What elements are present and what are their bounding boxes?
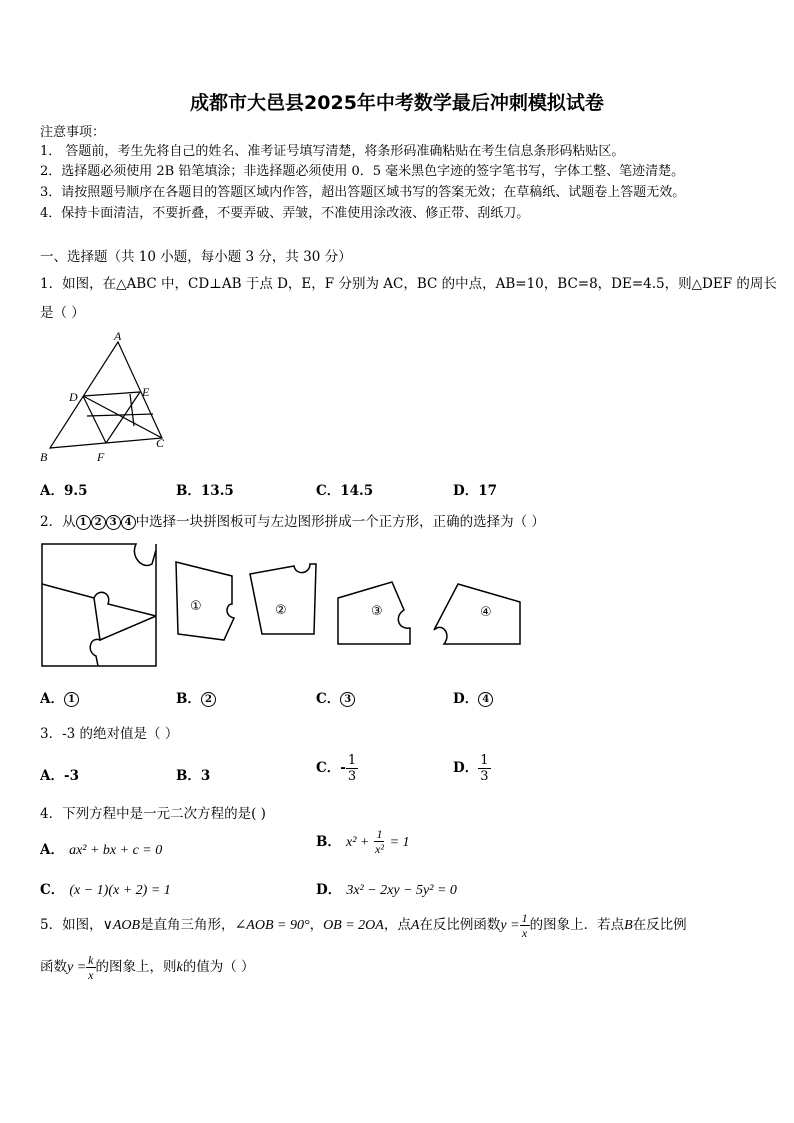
circle-number: 1 — [76, 515, 91, 530]
label-c: C — [156, 436, 165, 450]
label-d: D — [69, 390, 78, 404]
q4-option-b[interactable]: B． x² + $\frac{1}{\text{x²}}$ = 1 — [316, 827, 410, 856]
label-f: F — [97, 450, 105, 464]
label-b: B — [40, 450, 48, 464]
label-e: E — [142, 385, 150, 399]
q3-option-d[interactable]: D． $\frac{1}{3}$ — [453, 753, 489, 784]
question-4-stem: 4．下列方程中是一元二次方程的是( ) — [40, 806, 266, 822]
piece-label-2: ② — [275, 603, 287, 618]
q3-option-c[interactable]: C．- $\frac{1}{3}$ — [316, 753, 357, 784]
question-5-stem: 5．如图，∨AOB是直角三角形，∠AOB = 90°，OB = 2OA，点A在反比例函数y = $\frac{1}{x}$ 的图象上．若点B在反比例 — [40, 911, 687, 940]
q2-option-d[interactable]: D． 4 — [453, 687, 493, 707]
q1-option-c[interactable]: C．14.5 — [316, 483, 374, 499]
q2-option-a[interactable]: A． 1 — [40, 687, 79, 707]
circle-number: 3 — [106, 515, 121, 530]
q2-option-c[interactable]: C． 3 — [316, 687, 355, 707]
notice-item: 1． 答题前，考生先将自己的姓名、准考证号填写清楚，将条形码准确粘贴在考生信息条形码粘贴区。 — [40, 144, 625, 159]
page-title: 成都市大邑县2025年中考数学最后冲刺模拟试卷 — [190, 92, 604, 114]
piece-label-1: ① — [190, 599, 202, 614]
segment-cd — [83, 396, 162, 438]
question-2-stem: 2．从 1 2 3 4 中选择一块拼图板可与左边图形拼成一个正方形，正确的选择为（ ） — [40, 514, 545, 530]
section-heading: 一、选择题（共 10 小题，每小题 3 分，共 30 分） — [40, 249, 352, 265]
question-3-stem: 3．-3 的绝对值是（ ） — [40, 726, 179, 742]
puzzle-cut-2 — [90, 598, 100, 666]
puzzle-figure — [38, 540, 528, 672]
q4-option-d[interactable]: D． 3x² − 2xy − 5y² = 0 — [316, 882, 457, 898]
puzzle-cut-3 — [100, 616, 156, 640]
q3-option-b[interactable]: B．3 — [176, 768, 211, 784]
puzzle-piece-1 — [176, 562, 234, 640]
q2-option-b[interactable]: B． 2 — [176, 687, 216, 707]
q3-option-a[interactable]: A．-3 — [40, 768, 79, 784]
q4-option-a[interactable]: A． ax² + bx + c = 0 — [40, 842, 163, 858]
puzzle-piece-2 — [250, 564, 316, 634]
puzzle-square — [42, 544, 156, 666]
q4-option-c[interactable]: C． (x − 1)(x + 2) = 1 — [40, 882, 171, 898]
puzzle-cut-1 — [42, 584, 156, 616]
circle-number: 4 — [121, 515, 136, 530]
q1-option-d[interactable]: D．17 — [453, 483, 497, 499]
circle-number: 2 — [91, 515, 106, 530]
segment-ef — [106, 392, 140, 443]
notice-heading: 注意事项： — [40, 125, 106, 140]
label-a: A — [114, 330, 122, 343]
question-1-stem-cont: 是（ ） — [40, 305, 85, 321]
question-5-stem-cont: 函数y = $\frac{k}{x}$ 的图象上，则k的值为（ ） — [40, 953, 255, 982]
puzzle-piece-4 — [434, 584, 520, 644]
piece-label-4: ④ — [480, 605, 492, 620]
q1-option-a[interactable]: A．9.5 — [40, 483, 88, 499]
question-1-stem: 1．如图，在△ABC 中，CD⊥AB 于点 D，E，F 分别为 AC，BC 的中点，AB=10，BC=8，DE=4.5，则△DEF 的周长 — [40, 276, 777, 292]
notice-item: 3．请按照题号顺序在各题目的答题区域内作答，超出答题区域书写的答案无效；在草稿纸、试题卷上答题无效。 — [40, 185, 686, 200]
notice-item: 2．选择题必须使用 2B 铅笔填涂；非选择题必须使用 0．5 毫米黑色字迹的签字笔书写，字体工整、笔迹清楚。 — [40, 164, 685, 179]
triangle-figure — [36, 330, 176, 466]
notice-item: 4．保持卡面清洁，不要折叠，不要弄破、弄皱，不准使用涂改液、修正带、刮纸刀。 — [40, 206, 530, 221]
segment-de — [83, 392, 140, 396]
q1-option-b[interactable]: B．13.5 — [176, 483, 234, 499]
piece-label-3: ③ — [371, 604, 383, 619]
segment-df — [83, 396, 106, 443]
